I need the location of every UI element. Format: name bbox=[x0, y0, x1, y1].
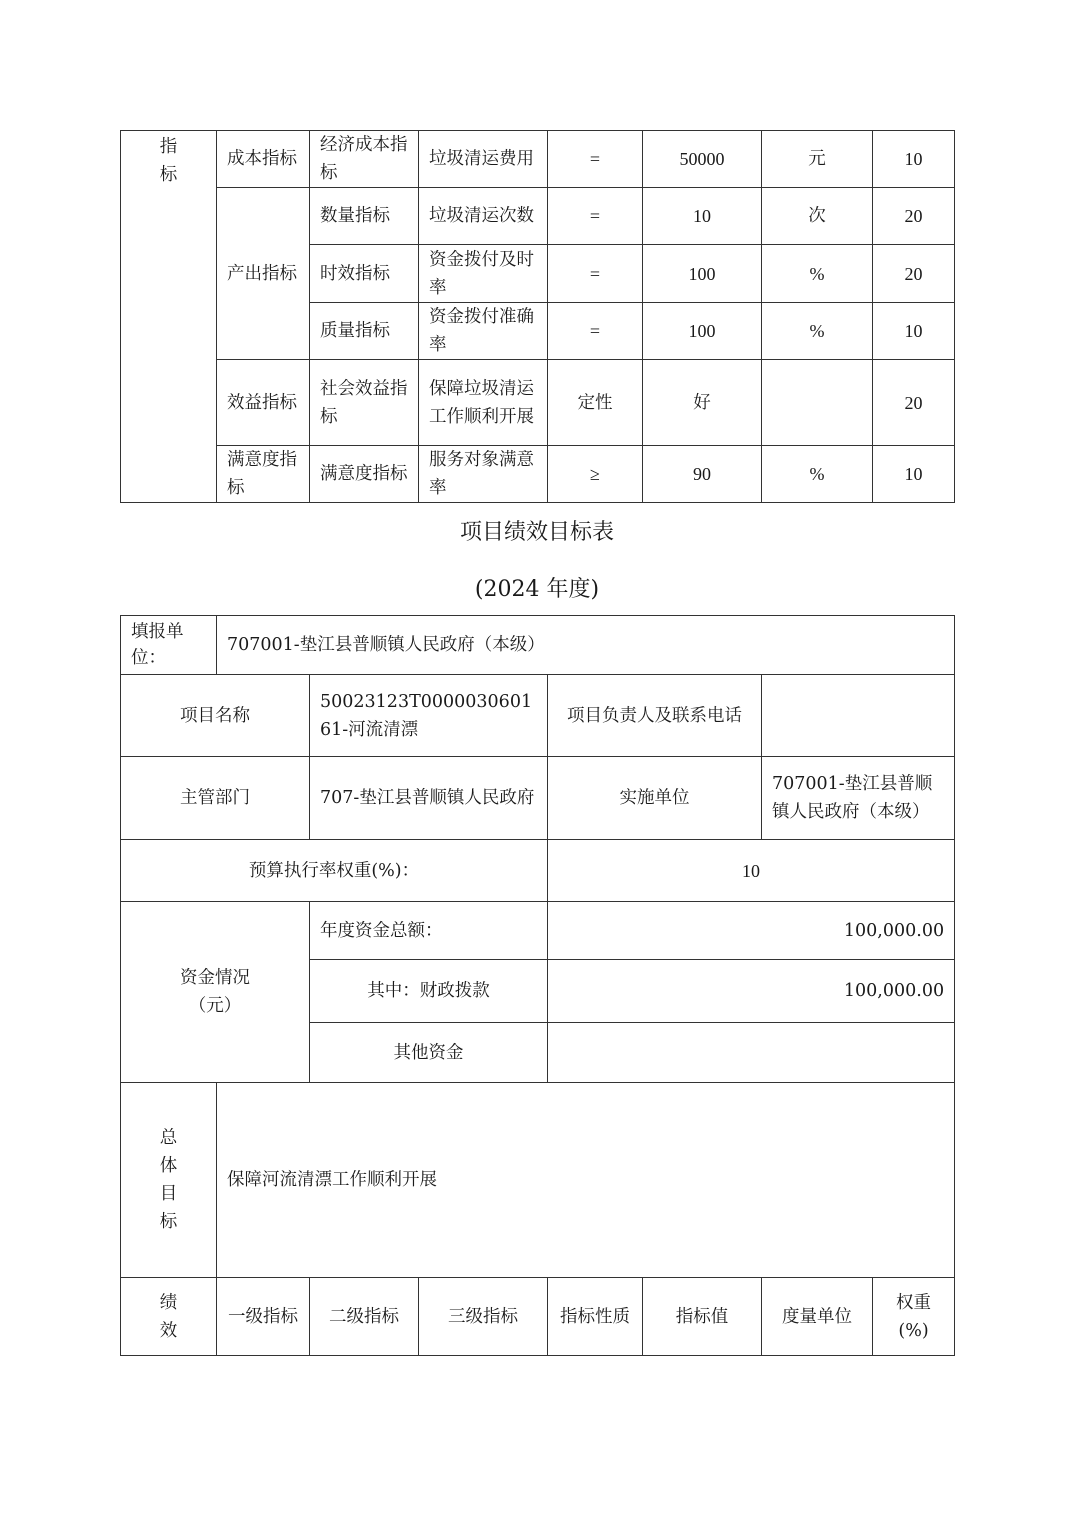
level3-ensure-cleanup: 保障垃圾清运工作顺利开展 bbox=[419, 360, 548, 446]
weight-cell: 20 bbox=[873, 245, 955, 303]
value-cell: 好 bbox=[643, 360, 762, 446]
value-cell: 50000 bbox=[643, 131, 762, 188]
level1-benefit: 效益指标 bbox=[217, 360, 310, 446]
indicator-group-label bbox=[121, 131, 217, 503]
nature-cell: ≥ bbox=[548, 446, 643, 503]
annual-total-label: 年度资金总额： bbox=[310, 902, 548, 960]
weight-cell: 10 bbox=[873, 303, 955, 360]
reporting-unit-label-text: 填报单位： bbox=[131, 622, 184, 668]
level3-accurate-payment: 资金拨付准确率 bbox=[419, 303, 548, 360]
nature-cell: = bbox=[548, 245, 643, 303]
contact-value bbox=[762, 675, 955, 757]
value-cell: 100 bbox=[643, 303, 762, 360]
header-value: 指标值 bbox=[643, 1278, 762, 1356]
unit-cell: % bbox=[762, 303, 873, 360]
level2-satisfaction: 满意度指标 bbox=[310, 446, 419, 503]
header-weight: 权重(%) bbox=[873, 1278, 955, 1356]
weight-cell: 20 bbox=[873, 360, 955, 446]
implementing-unit-value: 707001-垫江县普顺镇人民政府（本级） bbox=[762, 757, 955, 840]
fiscal-allocation-value: 100,000.00 bbox=[548, 960, 955, 1023]
nature-cell: 定性 bbox=[548, 360, 643, 446]
performance-label bbox=[121, 1278, 217, 1356]
fiscal-allocation-label: 其中：财政拨款 bbox=[310, 960, 548, 1023]
indicator-group-text: 指 标 bbox=[159, 137, 178, 185]
reporting-unit-value: 707001-垫江县普顺镇人民政府（本级） bbox=[217, 616, 955, 675]
unit-cell: 元 bbox=[762, 131, 873, 188]
overall-goal-value: 保障河流清漂工作顺利开展 bbox=[217, 1083, 955, 1278]
nature-cell: = bbox=[548, 131, 643, 188]
department-label: 主管部门 bbox=[121, 757, 310, 840]
value-cell: 10 bbox=[643, 188, 762, 245]
project-name-value bbox=[310, 675, 548, 757]
level3-service-satisfaction: 服务对象满意率 bbox=[419, 446, 548, 503]
level3-timely-payment: 资金拨付及时率 bbox=[419, 245, 548, 303]
value-cell: 90 bbox=[643, 446, 762, 503]
page-subtitle-year: (2024 年度) bbox=[474, 577, 600, 602]
other-funds-label: 其他资金 bbox=[310, 1023, 548, 1083]
level1-cost: 成本指标 bbox=[217, 131, 310, 188]
level2-economic-cost: 经济成本指标 bbox=[310, 131, 419, 188]
level2-quality: 质量指标 bbox=[310, 303, 419, 360]
project-name-text: 50023123T000003060161-河流清漂 bbox=[320, 691, 533, 740]
level2-quantity: 数量指标 bbox=[310, 188, 419, 245]
weight-cell: 20 bbox=[873, 188, 955, 245]
funds-label bbox=[121, 902, 310, 1083]
contact-label: 项目负责人及联系电话 bbox=[548, 675, 762, 757]
level1-output: 产出指标 bbox=[217, 188, 310, 360]
budget-weight-label: 预算执行率权重(%)： bbox=[121, 840, 548, 902]
department-value: 707-垫江县普顺镇人民政府 bbox=[310, 757, 548, 840]
level3-cleanup-fee: 垃圾清运费用 bbox=[419, 131, 548, 188]
header-level1: 一级指标 bbox=[217, 1278, 310, 1356]
unit-cell: 次 bbox=[762, 188, 873, 245]
indicator-table-continued bbox=[120, 130, 955, 503]
unit-cell: % bbox=[762, 446, 873, 503]
performance-label-text: 绩效 bbox=[159, 1292, 178, 1341]
overall-goal-label-text: 总体目标 bbox=[159, 1128, 178, 1232]
header-unit: 度量单位 bbox=[762, 1278, 873, 1356]
reporting-unit-label bbox=[121, 616, 217, 675]
overall-goal-label bbox=[121, 1083, 217, 1278]
other-funds-value bbox=[548, 1023, 955, 1083]
level2-social-benefit: 社会效益指标 bbox=[310, 360, 419, 446]
unit-cell bbox=[762, 360, 873, 446]
annual-total-value: 100,000.00 bbox=[548, 902, 955, 960]
weight-cell: 10 bbox=[873, 446, 955, 503]
project-name-label: 项目名称 bbox=[121, 675, 310, 757]
performance-goal-table bbox=[120, 615, 955, 1356]
page-title: 项目绩效目标表 bbox=[459, 520, 614, 545]
level1-satisfaction: 满意度指标 bbox=[217, 446, 310, 503]
implementing-unit-label: 实施单位 bbox=[548, 757, 762, 840]
level2-timeliness: 时效指标 bbox=[310, 245, 419, 303]
nature-cell: = bbox=[548, 303, 643, 360]
header-level2: 二级指标 bbox=[310, 1278, 419, 1356]
header-nature: 指标性质 bbox=[548, 1278, 643, 1356]
header-level3: 三级指标 bbox=[419, 1278, 548, 1356]
weight-cell: 10 bbox=[873, 131, 955, 188]
value-cell: 100 bbox=[643, 245, 762, 303]
budget-weight-value: 10 bbox=[548, 840, 955, 902]
nature-cell: = bbox=[548, 188, 643, 245]
funds-label-text: 资金情况 （元） bbox=[180, 968, 250, 1016]
level3-cleanup-count: 垃圾清运次数 bbox=[419, 188, 548, 245]
unit-cell: % bbox=[762, 245, 873, 303]
